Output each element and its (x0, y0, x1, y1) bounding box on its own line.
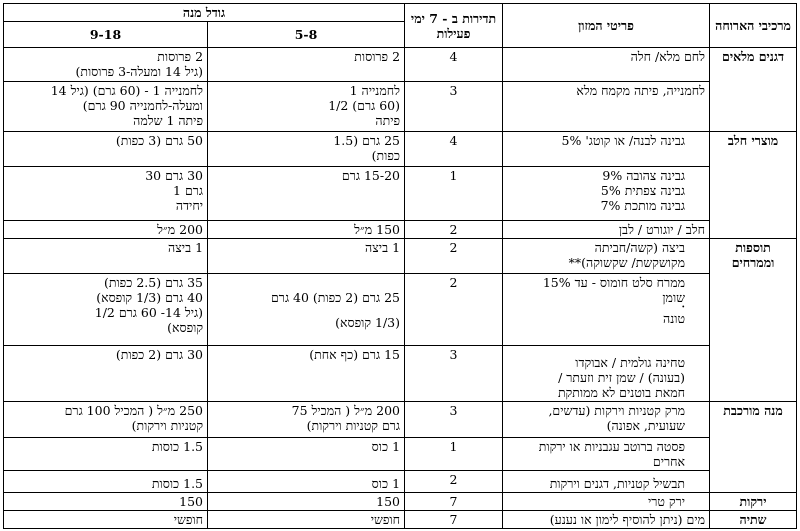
food-item-cell (503, 274, 710, 346)
portion-9-18-cell (4, 438, 208, 471)
food-item-line: שומן (662, 290, 686, 305)
portion-9-18-cell (4, 511, 208, 529)
portion-line: פיתה 1 שלמה (133, 113, 204, 128)
table-row (4, 511, 797, 529)
table-row (4, 438, 797, 471)
portion-line: 250 מ״ל ( המכיל 100 גרם (64, 403, 204, 418)
food-item-line: (בעונה) / שמן זית וזעתר / (558, 370, 686, 385)
food-item-line: ביצה (קשה/חביתה (594, 240, 686, 255)
portion-line: גרם קטניות וירקות) (306, 418, 401, 433)
portion-line: לחמנייה 1 (349, 83, 401, 98)
portion-line: 1.5 כוסות (151, 476, 204, 491)
portion-line: (1/3 קופסא) (335, 314, 401, 330)
portion-line: 1 כוס (371, 439, 401, 454)
portion-line: 1 כוס (371, 476, 401, 491)
header-age-5-8: 5-8 (208, 22, 405, 48)
food-item-line: אחרים (652, 454, 686, 469)
table-row (4, 132, 797, 167)
frequency-cell: 3 (405, 402, 503, 438)
portion-line: 30 גרם (2 כפות) (115, 347, 204, 362)
portion-5-8-cell (208, 167, 405, 221)
header-portion-size: גודל מנה (4, 4, 405, 22)
portion-9-18-cell (4, 239, 208, 274)
portion-line: גרם 1 (173, 183, 204, 198)
food-item-line: לחם מלא/ חלה (630, 49, 706, 64)
portion-9-18-cell (4, 221, 208, 239)
food-item-line: גבינה מותכת 7% (600, 198, 686, 213)
group-compound: מנה מורכבת (710, 402, 797, 493)
portion-line: ומעלה-לחמנייה 90 גרם) (82, 98, 204, 113)
table-row (4, 239, 797, 274)
table-row (4, 274, 797, 346)
portion-line: 15-20 גרם (341, 168, 401, 183)
portion-5-8-cell (208, 402, 405, 438)
portion-line: 200 מ״ל (157, 222, 204, 237)
portion-line: 1.5 כוסות (151, 439, 204, 454)
table-row (4, 346, 797, 402)
food-item-line: לחמנייה, פיתה מקמח מלא (576, 83, 706, 98)
food-item-cell (503, 132, 710, 167)
portion-line: 25 גרם (1.5 (333, 133, 401, 148)
portion-line: קופסא) (167, 320, 204, 335)
portion-line: (גיל 14 ומעלה-3 פרוסות) (75, 64, 204, 79)
frequency-cell: 4 (405, 48, 503, 82)
food-item-line: מקושקשת/ שקשוקה)** (568, 255, 686, 270)
portion-line: 15 גרם (כף אחת) (309, 347, 401, 362)
food-item-line: חלב / יוגורט / לבן (618, 222, 706, 237)
food-item-line: טחינה גולמית / אבוקדו (575, 355, 686, 370)
food-item-line: מרק קטניות וירקות (עדשים, (548, 403, 686, 418)
portion-line: כפות) (371, 148, 401, 163)
food-item-cell (503, 221, 710, 239)
portion-line: (60 גרם) 1/2 (328, 98, 401, 113)
portion-9-18-cell (4, 346, 208, 402)
food-item-line: גבינה צפתית 5% (600, 183, 686, 198)
food-item-cell (503, 471, 710, 493)
group-dairy: מוצרי חלב (710, 132, 797, 239)
portion-5-8-cell (208, 471, 405, 493)
portion-line: 1 ביצה (168, 240, 204, 255)
frequency-cell: 2 (405, 221, 503, 239)
portion-line: 1 ביצה (365, 240, 401, 255)
frequency-cell: 2 (405, 471, 503, 493)
portion-line: 150 (376, 494, 401, 509)
frequency-cell: 3 (405, 346, 503, 402)
table-row (4, 471, 797, 493)
food-item-cell (503, 346, 710, 402)
food-item-cell (503, 511, 710, 529)
food-item-line: תבשיל קטניות, דגנים וירקות (549, 476, 686, 491)
food-item-line: טונה (663, 311, 686, 326)
portion-9-18-cell (4, 493, 208, 511)
portion-9-18-cell (4, 471, 208, 493)
portion-5-8-cell (208, 132, 405, 167)
portion-line: 35 גרם (2.5 כפות) (103, 275, 204, 290)
food-item-cell (503, 167, 710, 221)
food-item-cell (503, 402, 710, 438)
portion-line: 150 (179, 494, 204, 509)
portion-line: יחידה (175, 198, 204, 213)
footnote-mark: • (681, 304, 686, 311)
food-item-line: שעועית, אפונה) (606, 418, 686, 433)
frequency-cell: 7 (405, 493, 503, 511)
portion-line: 2 פרוסות (157, 49, 204, 64)
frequency-cell: 7 (405, 511, 503, 529)
group-additions: תוספות וממרחים (710, 239, 797, 402)
header-frequency: תדירות ב - 7 ימי פעילות (405, 4, 503, 48)
portion-5-8-cell (208, 493, 405, 511)
portion-5-8-cell (208, 221, 405, 239)
frequency-cell: 1 (405, 438, 503, 471)
portion-5-8-cell (208, 274, 405, 346)
portion-line: 30 גרם 30 (145, 168, 204, 183)
table-row (4, 402, 797, 438)
frequency-cell: 4 (405, 132, 503, 167)
portion-9-18-cell (4, 132, 208, 167)
frequency-cell: 2 (405, 239, 503, 274)
table-row (4, 221, 797, 239)
food-item-cell (503, 48, 710, 82)
food-item-line: ממרח סלט חומוס - עד 15% (542, 275, 686, 290)
table-row (4, 493, 797, 511)
food-item-cell (503, 82, 710, 132)
group-drink: שתיה (710, 511, 797, 529)
table-row (4, 48, 797, 82)
portion-5-8-cell (208, 48, 405, 82)
table-row (4, 167, 797, 221)
portion-line: 50 גרם (3 כפות) (115, 133, 204, 148)
food-item-cell (503, 438, 710, 471)
portion-line: 200 מ״ל ( המכיל 75 (291, 403, 401, 418)
portion-5-8-cell (208, 511, 405, 529)
portion-line: קטניות וירקות) (131, 418, 204, 433)
portion-5-8-cell (208, 346, 405, 402)
food-item-line: גבינה צהובה 9% (602, 168, 686, 183)
portion-line: חופשי (370, 512, 401, 527)
food-item-line: פסטה ברוטב עגבניות או ירקות (538, 439, 686, 454)
portion-line: 25 גרם (2 כפות) 40 גרם (271, 289, 401, 305)
portion-9-18-cell (4, 402, 208, 438)
portion-9-18-cell (4, 167, 208, 221)
portion-5-8-cell (208, 438, 405, 471)
portion-line: (גיל 14- 60 גרם 1/2 (94, 305, 204, 320)
portion-5-8-cell (208, 239, 405, 274)
food-item-line: גבינה לבנה/ או קוטג' 5% (561, 133, 686, 148)
group-vegetables: ירקות (710, 493, 797, 511)
frequency-cell: 1 (405, 167, 503, 221)
header-food-items: פריטי המזון (503, 4, 710, 48)
portion-line: 150 מ״ל (354, 222, 401, 237)
portion-line: 40 גרם (1/3 קופסא) (96, 290, 204, 305)
portion-9-18-cell (4, 82, 208, 132)
frequency-cell: 2 (405, 274, 503, 346)
food-item-line: מים (ניתן להוסיף לימון או נענע) (549, 512, 706, 527)
group-grains: דגנים מלאים (710, 48, 797, 132)
food-item-line: ירק טרי (647, 494, 686, 509)
nutrition-table (3, 3, 797, 529)
portion-5-8-cell (208, 82, 405, 132)
food-item-cell (503, 493, 710, 511)
food-item-line: חמאת בוטנים לא ממותקת (557, 385, 686, 400)
header-age-9-18: 9-18 (4, 22, 208, 48)
food-item-cell (503, 239, 710, 274)
portion-9-18-cell (4, 274, 208, 346)
portion-line: פיתה (375, 113, 401, 128)
table-row (4, 82, 797, 132)
portion-line: חופשי (173, 512, 204, 527)
portion-line: 2 פרוסות (354, 49, 401, 64)
frequency-cell: 3 (405, 82, 503, 132)
portion-line: לחמנייה 1 - (60 גרם) (גיל 14 (50, 83, 204, 98)
header-meal-components: מרכיבי הארוחה (710, 4, 797, 48)
portion-9-18-cell (4, 48, 208, 82)
